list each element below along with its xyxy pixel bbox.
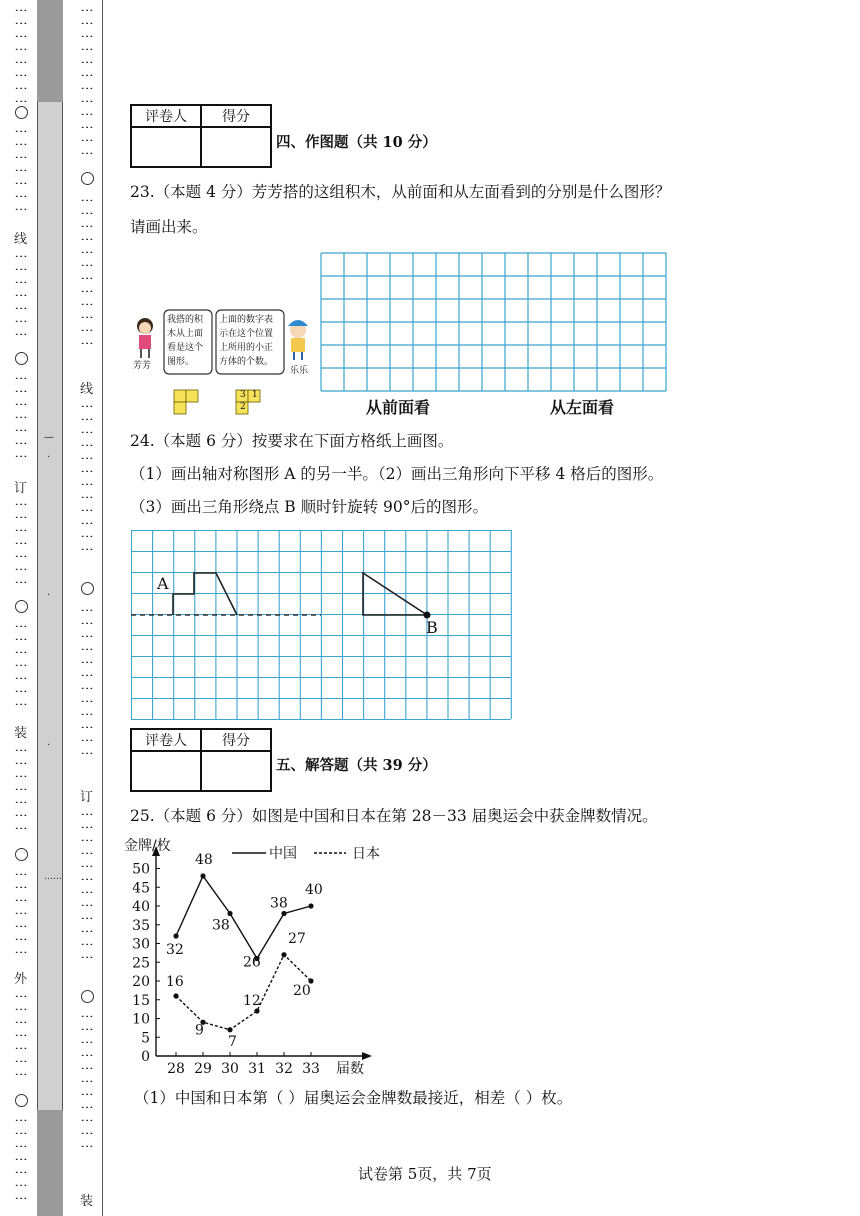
question-text: 25.（本题 6 分）如图是中国和日本在第 28－33 届奥运会中获金牌数情况。 (130, 807, 658, 825)
margin-fill: …… (44, 872, 62, 882)
q24-drawing-grid[interactable] (131, 530, 512, 722)
data-label: 38 (212, 917, 230, 934)
score-label: 得分 (201, 105, 271, 127)
top-view-number: 3 (240, 390, 246, 400)
margin-label-line: 线 (14, 232, 28, 247)
margin-label-bind: 装 (14, 726, 28, 741)
data-label: 12 (243, 993, 261, 1009)
data-label: 48 (195, 852, 213, 868)
x-tick-label: 29 (194, 1061, 212, 1077)
y-tick-label: 0 (141, 1049, 150, 1065)
girl-name: 芳芳 (133, 361, 152, 371)
score-table (130, 104, 272, 168)
data-label: 32 (166, 942, 184, 958)
data-label: 40 (305, 882, 323, 898)
y-tick-label: 20 (132, 974, 150, 990)
speech-bubble-left: 我搭的积 木从上面 看是这个 图形。 (167, 315, 204, 367)
section-title: 四、作图题（共 10 分） (276, 134, 437, 151)
data-point (281, 952, 286, 957)
speech-bubble-right: 上面的数字表 示在这个位置 上所用的小正 方体的个数。 (219, 315, 274, 367)
y-tick-label: 50 (132, 861, 150, 878)
x-axis-label: 届数 (336, 1061, 364, 1077)
y-tick-label: 10 (132, 1011, 150, 1028)
y-axis-label: 金牌/枚 (124, 838, 171, 854)
data-point (254, 1008, 259, 1013)
data-label: 9 (195, 1022, 204, 1039)
inner-label-line: 线 (80, 382, 94, 397)
page-footer: 试卷第 5页，共 7页 (358, 1165, 492, 1183)
margin-fill: · (47, 452, 51, 463)
x-tick-label: 30 (221, 1061, 239, 1077)
margin-band (37, 0, 63, 1216)
y-tick-label: 5 (141, 1030, 150, 1047)
margin-band-top (37, 0, 63, 102)
margin-fill: — (44, 432, 54, 443)
margin-label-order: 订 (14, 481, 28, 496)
inner-label-order: 订 (80, 790, 94, 805)
score-label: 得分 (201, 729, 271, 751)
data-label: 7 (228, 1033, 237, 1050)
x-tick-label: 28 (167, 1061, 185, 1077)
question-text: （1）画出轴对称图形 A 的另一半。（2）画出三角形向下平移 4 格后的图形。 (130, 465, 664, 483)
data-point (308, 903, 313, 908)
label-a: A (157, 574, 169, 593)
x-tick-label: 33 (302, 1061, 320, 1077)
data-label: 27 (288, 930, 306, 947)
data-label: 16 (166, 974, 184, 990)
label-left-view: 从左面看 (550, 398, 615, 417)
data-point (173, 933, 178, 938)
y-tick-label: 25 (132, 955, 150, 972)
data-label: 38 (270, 895, 288, 912)
y-tick-label: 35 (132, 917, 150, 934)
section-title: 五、解答题（共 39 分） (276, 757, 437, 774)
inner-label-bind: 装 (80, 1194, 94, 1209)
y-tick-label: 15 (132, 992, 150, 1009)
grader-label: 评卷人 (131, 729, 201, 751)
data-point (173, 993, 178, 998)
y-tick-label: 30 (132, 936, 150, 953)
data-label: 20 (293, 983, 311, 999)
boy-name: 乐乐 (290, 366, 309, 376)
grader-label: 评卷人 (131, 105, 201, 127)
data-point (227, 911, 232, 916)
x-axis-arrow (362, 1052, 372, 1060)
gold-medal-line-chart (120, 832, 400, 1082)
outer-cut-line: ⋮⋮⋮⋮⋮⋮⋮⋮ ⋮⋮⋮⋮⋮⋮⋮ 线 ⋮⋮⋮⋮⋮⋮⋮ ⋮⋮⋮⋮⋮⋮⋮ 订 ⋮⋮⋮⋮⋮⋮⋮ ⋮⋮⋮⋮⋮⋮⋮ 装 ⋮⋮⋮⋮⋮⋮⋮ ⋮⋮⋮⋮⋮⋮⋮ 外 ⋮⋮⋮⋮⋮⋮⋮ ⋮⋮⋮⋮⋮⋮⋮ (13, 4, 28, 1205)
question-text: 23.（本题 4 分）芳芳搭的这组积木，从前面和从左面看到的分别是什么图形？ (130, 183, 671, 201)
margin-label-outer: 外 (14, 972, 28, 987)
question-text: 请画出来。 (130, 218, 208, 236)
top-view-number: 1 (252, 390, 258, 400)
inner-cut-line: ⋮⋮⋮⋮⋮⋮⋮⋮⋮⋮⋮⋮ ⋮⋮⋮⋮⋮⋮⋮⋮⋮⋮⋮⋮ 线 ⋮⋮⋮⋮⋮⋮⋮⋮⋮⋮⋮⋮ ⋮⋮⋮⋮⋮⋮⋮⋮⋮⋮⋮⋮ 订 ⋮⋮⋮⋮⋮⋮⋮⋮⋮⋮⋮⋮ ⋮⋮⋮⋮⋮⋮⋮⋮⋮⋮⋮ 装 (79, 4, 94, 1209)
data-label: 26 (243, 954, 261, 971)
top-view-number: 2 (240, 402, 246, 412)
q23-answer-grid[interactable] (320, 252, 670, 394)
legend-japan: 日本 (352, 846, 380, 862)
y-tick-label: 40 (132, 899, 150, 915)
data-point (281, 911, 286, 916)
question-text: （1）中国和日本第（ ）届奥运会金牌数最接近，相差（ ）枚。 (134, 1089, 573, 1107)
margin-fill: · (47, 590, 51, 601)
x-tick-label: 32 (275, 1061, 293, 1077)
legend-china: 中国 (269, 846, 297, 862)
label-front-view: 从前面看 (366, 398, 431, 417)
score-table (130, 728, 272, 792)
margin-fill: · (47, 740, 51, 751)
data-point (227, 1027, 232, 1032)
label-b: B (426, 618, 438, 637)
margin-rule (102, 0, 103, 1216)
margin-band-bottom (37, 1110, 63, 1216)
data-point (200, 873, 205, 878)
question-text: （3）画出三角形绕点 B 顺时针旋转 90°后的图形。 (130, 498, 489, 516)
question-text: 24.（本题 6 分）按要求在下面方格纸上画图。 (130, 432, 454, 450)
x-tick-label: 31 (248, 1061, 266, 1077)
y-tick-label: 45 (132, 880, 150, 897)
